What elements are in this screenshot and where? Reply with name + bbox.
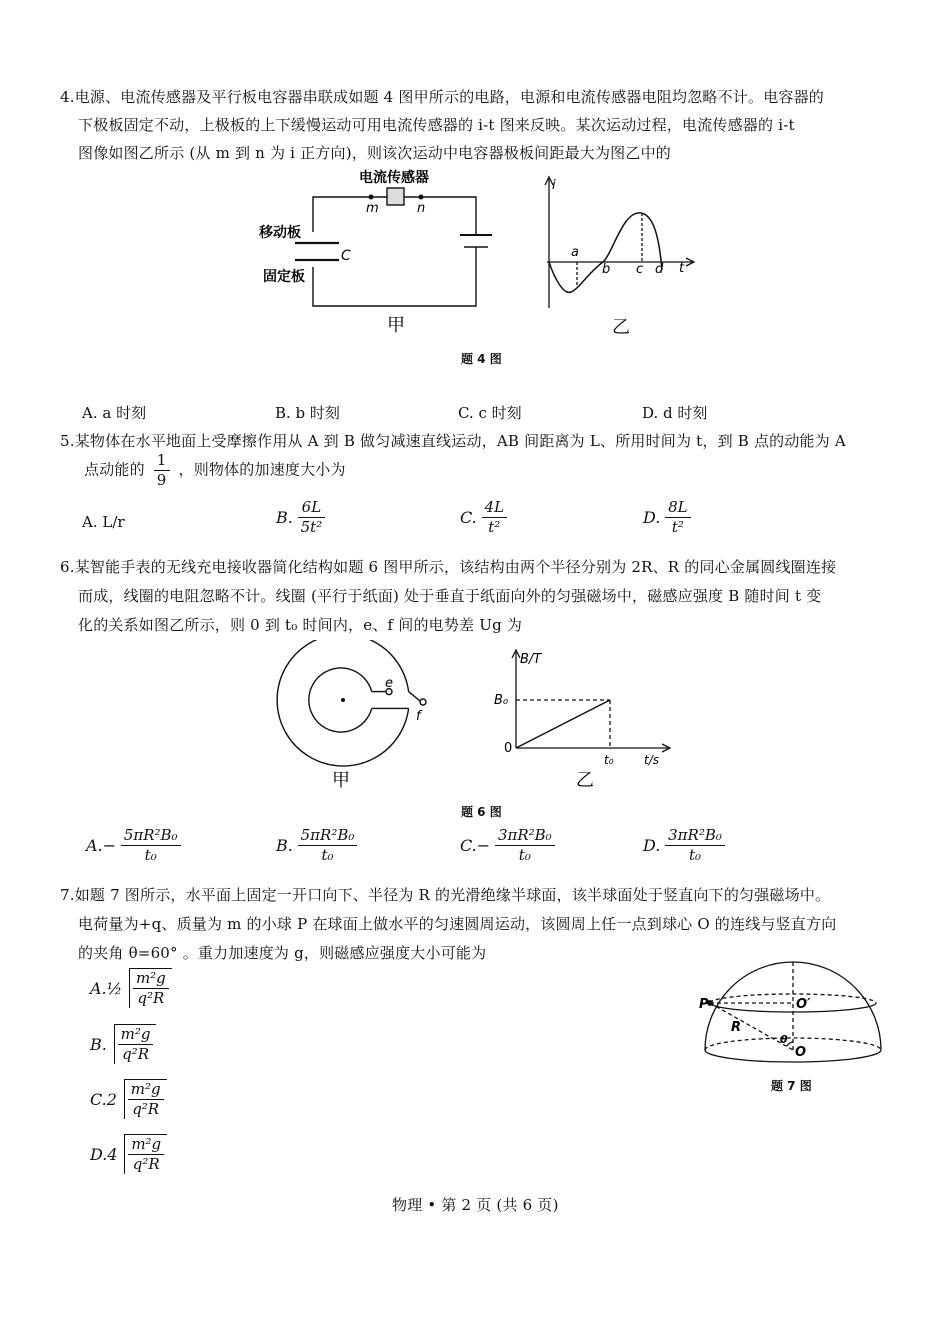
q4-circuit-diagram (295, 188, 492, 306)
q4-caption: 题 4 图 (461, 352, 502, 366)
q4-text-line2: 下极板固定不动，上极板的上下缓慢运动可用电流传感器的 i-t 图来反映。某次运动过程，电流传感器的 i-t (78, 116, 795, 134)
o-prime-label: O′ (796, 997, 811, 1012)
q7-option-a (90, 968, 172, 1008)
q7-hemisphere-figure (695, 955, 895, 1070)
sqrt (124, 1134, 167, 1174)
fraction (495, 826, 555, 865)
q6-text-line1: 6.某智能手表的无线充电接收器简化结构如题 6 图甲所示，该结构由两个半径分别为 2R、R 的同心金属圆线圈连接 (60, 558, 837, 576)
option-label: C. (460, 508, 477, 527)
q4-it-graph (545, 177, 694, 308)
r-label: R (731, 1020, 742, 1035)
fraction-denominator: 9 (156, 471, 167, 489)
q5-text-line2b: ，则物体的加速度大小为 (178, 460, 346, 479)
fraction-numerator: 1 (154, 451, 170, 471)
option-label: D. (643, 836, 661, 855)
sqrt (129, 968, 172, 1008)
theta-label: θ (780, 1033, 788, 1046)
numerator: 8L (665, 498, 691, 518)
coefficient: 4 (107, 1144, 118, 1164)
q6-caption: 题 6 图 (461, 805, 502, 819)
option-label: B. (276, 508, 293, 527)
point-c-label: c (636, 262, 644, 277)
sensor-label: 电流传感器 (359, 170, 429, 186)
o-label: O (795, 1045, 807, 1060)
denominator: t₀ (144, 846, 157, 864)
q6-option-b (276, 826, 357, 865)
fraction (298, 498, 326, 537)
origin-label: 0 (504, 741, 513, 756)
m-label: m (366, 201, 379, 216)
page-footer: 物理 • 第 2 页 (共 6 页) (392, 1196, 559, 1214)
denominator: t² (671, 518, 684, 536)
q4-option-b: B. b 时刻 (275, 404, 340, 422)
numerator: 3πR²B₀ (665, 826, 725, 846)
q4-option-c: C. c 时刻 (458, 404, 522, 422)
q7-text-line2: 电荷量为+q、质量为 m 的小球 P 在球面上做水平的匀速圆周运动，该圆周上任一点到球心 O 的连线与竖直方向 (78, 915, 837, 933)
denominator: q²R (132, 1155, 160, 1173)
q5-fraction-one-ninth (154, 451, 170, 490)
option-label: B. (276, 836, 293, 855)
q5-option-a: A. L/r (82, 513, 125, 531)
q6-text-line2: 而成，线圈的电阻忽略不计。线圈 (平行于纸面) 处于垂直于纸面向外的匀强磁场中，磁感应强度 B 随时间 t 变 (78, 587, 822, 605)
q7-option-c (90, 1079, 167, 1119)
coil-sublabel: 甲 (332, 770, 350, 791)
q5-option-c (460, 498, 507, 537)
numerator: 3πR²B₀ (495, 826, 555, 846)
p-label: P (699, 997, 709, 1012)
t-axis-label: t (679, 261, 685, 276)
q6-option-a (86, 826, 181, 865)
option-label: C. (460, 836, 477, 855)
q6-option-c (460, 826, 555, 865)
b0-label: B₀ (494, 693, 509, 708)
minus-sign: − (476, 836, 491, 855)
option-label: A. (86, 836, 103, 855)
numerator: 4L (482, 498, 508, 518)
option-label: B. (90, 1034, 107, 1054)
q7-caption: 题 7 图 (771, 1079, 812, 1093)
numerator: 6L (298, 498, 326, 518)
point-b-label: b (602, 262, 611, 277)
option-label: C. (90, 1089, 107, 1109)
denominator: t₀ (321, 846, 334, 864)
fraction (121, 826, 181, 865)
f-terminal-label: f (416, 709, 421, 724)
denominator: q²R (132, 1100, 160, 1118)
denominator: t₀ (518, 846, 531, 864)
q5-text-line2 (84, 451, 346, 490)
graph-sublabel: 乙 (576, 770, 594, 791)
coefficient: 2 (106, 1089, 117, 1109)
denominator: q²R (122, 1045, 149, 1063)
q5-option-d (643, 498, 691, 537)
denominator: 5t² (300, 518, 323, 536)
n-label: n (417, 201, 426, 216)
denominator: t₀ (688, 846, 702, 864)
numerator: m²g (128, 1080, 164, 1100)
graph-sublabel: 乙 (612, 317, 630, 338)
q4-text-line1: 4.电源、电流传感器及平行板电容器串联成如题 4 图甲所示的电路，电源和电流传感器电阻均忽略不计。电容器的 (60, 88, 824, 106)
minus-sign: − (102, 836, 117, 855)
coefficient: ½ (106, 978, 123, 998)
b-axis-label: B/T (520, 652, 542, 667)
q6-coil-diagram (277, 640, 426, 766)
numerator: m²g (128, 1135, 164, 1155)
q5-text-line1: 5.某物体在水平地面上受摩擦作用从 A 到 B 做匀减速直线运动，AB 间距离为 L、所用时间为 t，到 B 点的动能为 A (60, 432, 846, 450)
sqrt (114, 1024, 157, 1064)
t-axis-label: t/s (644, 753, 659, 767)
denominator: t² (488, 518, 501, 536)
option-label: A. (90, 978, 107, 998)
numerator: m²g (133, 969, 169, 989)
q7-option-d (90, 1134, 167, 1174)
q7-option-b (90, 1024, 156, 1064)
q4-option-d: D. d 时刻 (642, 404, 708, 422)
t0-label: t₀ (604, 753, 614, 767)
q6-option-d (643, 826, 725, 865)
point-a-label: a (571, 245, 579, 260)
e-terminal-label: e (385, 676, 393, 691)
point-d-label: d (655, 262, 664, 277)
denominator: q²R (137, 989, 165, 1007)
capacitor-label: C (341, 248, 351, 264)
fixed-plate-label: 固定板 (263, 269, 305, 285)
q4-figure (255, 165, 715, 340)
circuit-sublabel: 甲 (387, 315, 405, 336)
fraction (665, 826, 725, 865)
option-label: D. (643, 508, 661, 527)
option-label: D. (90, 1144, 108, 1164)
numerator: 5πR²B₀ (121, 826, 181, 846)
q6-text-line3: 化的关系如图乙所示，则 0 到 t₀ 时间内，e、f 间的电势差 Ug 为 (78, 616, 523, 634)
fraction (298, 826, 358, 865)
fraction (665, 498, 691, 537)
numerator: m²g (118, 1025, 154, 1045)
i-axis-label: i (552, 178, 556, 193)
q5-text-line2a: 点动能的 (84, 460, 145, 479)
q4-option-a: A. a 时刻 (82, 404, 147, 422)
q7-text-line1: 7.如题 7 图所示，水平面上固定一开口向下、半径为 R 的光滑绝缘半球面，该半球面处于竖直向下的匀强磁场中。 (60, 886, 831, 904)
fraction (482, 498, 508, 537)
numerator: 5πR²B₀ (298, 826, 358, 846)
q7-text-line3: 的夹角 θ=60° 。重力加速度为 g，则磁感应强度大小可能为 (78, 944, 487, 962)
q5-option-b (276, 498, 325, 537)
q4-text-line3: 图像如图乙所示 (从 m 到 n 为 i 正方向)，则该次运动中电容器极板间距最大为图乙中的 (78, 144, 671, 162)
q6-figure (270, 640, 690, 795)
sqrt (124, 1079, 167, 1119)
moving-plate-label: 移动板 (259, 225, 301, 241)
